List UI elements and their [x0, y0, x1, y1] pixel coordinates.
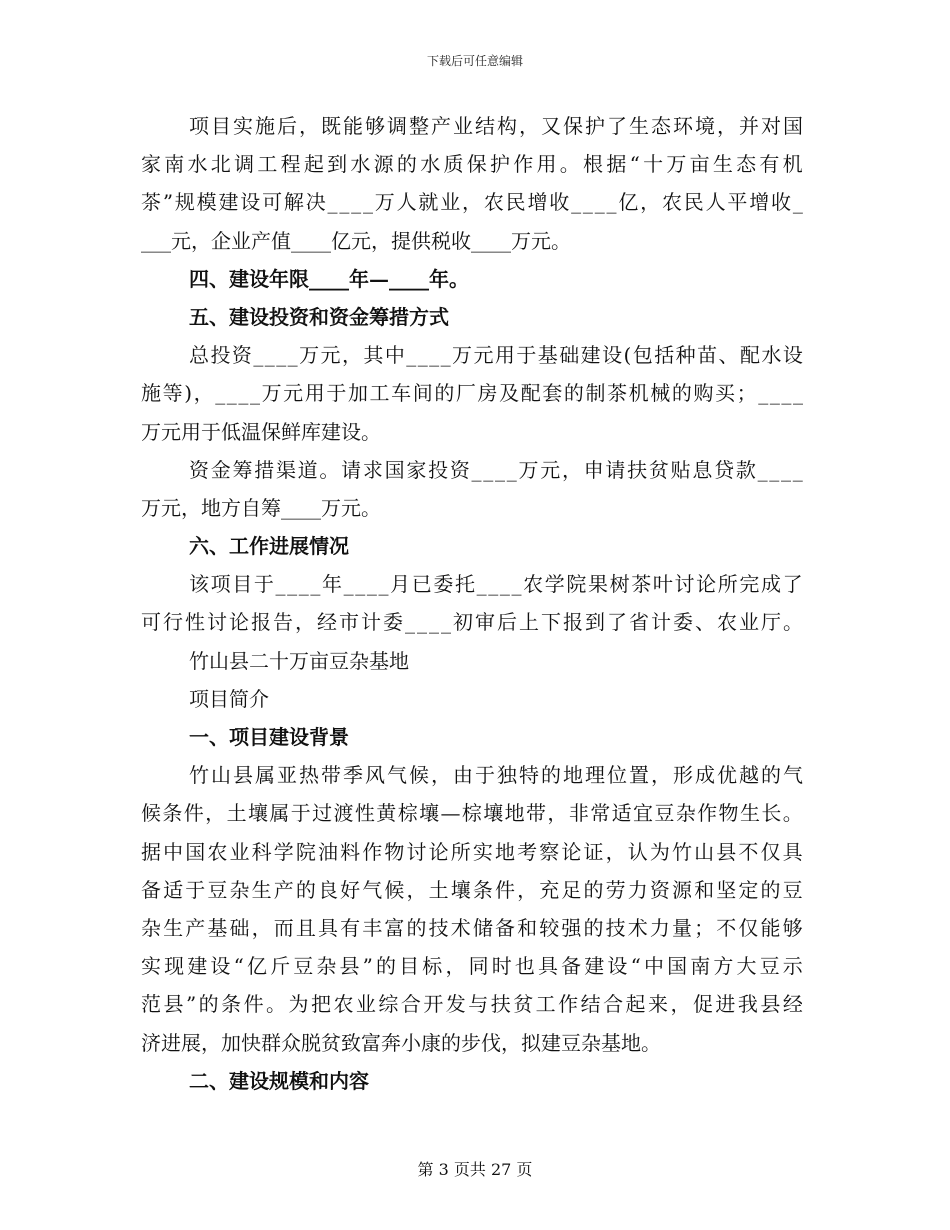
text-line: 茶 ” 规 模 建 设 可 解 决 _ _ _ _ 万 人 就 业 ， 农 民 增 收 _ _ _ _ 亿 ， 农 民 人 平 增 收 _	[141, 190, 803, 215]
text-line: 可 行 性 讨 论 报 告 ， 经 市 计 委 _ _ _ _ 初 审 后 上 下 报 到 了 省 计 委 、 农 业 厅 。	[141, 610, 803, 635]
text-line: 项 目 实 施 后 ， 既 能 够 调 整 产 业 结 构 ， 又 保 护 了 生 态 环 境 ， 并 对 国	[189, 114, 803, 138]
document-body	[141, 107, 803, 1100]
text-line: 该 项 目 于 _ _ _ _ 年 _ _ _ _ 月 已 委 托 _ _ _ _ 农 学 院 果 树 茶 叶 讨 论 所 完 成 了	[189, 572, 803, 597]
text-line: 范 县 ” 的 条 件 。 为 把 农 业 综 合 开 发 与 扶 贫 工 作 结 合 起 来 ， 促 进 我 县 经	[141, 992, 803, 1017]
section-heading: 六、工作进展情况	[189, 534, 349, 559]
page-header: 下载后可任意编辑	[426, 54, 523, 68]
text-line: 家 南 水 北 调 工 程 起 到 水 源 的 水 质 保 护 作 用 。 根 据 “ 十 万 亩 生 态 有 机	[141, 152, 803, 177]
text-line: 实 现 建 设 “ 亿 斤 豆 杂 县 ” 的 目 标 ， 同 时 也 具 备 建 设 “ 中 国 南 方 大 豆 示	[141, 954, 803, 979]
text-line: 据 中 国 农 业 科 学 院 油 料 作 物 讨 论 所 实 地 考 察 论 证 ， 认 为 竹 山 县 不 仅 具	[141, 839, 803, 864]
text-line: ___元，企业产值____亿元，提供税收____万元。	[141, 228, 571, 253]
text-line: 施 等 ) ， _ _ _ _ 万 元 用 于 加 工 车 间 的 厂 房 及 配 套 的 制 茶 机 械 的 购 买 ； _ _ _ _	[141, 381, 803, 406]
text-line: 万元，地方自筹____万元。	[141, 495, 381, 520]
section-heading: 五、建设投资和资金筹措方式	[189, 304, 449, 329]
text-line: 济进展，加快群众脱贫致富奔小康的步伐，拟建豆杂基地。	[141, 1030, 661, 1055]
text-line: 万元用于低温保鲜库建设。	[141, 419, 381, 444]
text-line: 杂 生 产 基 础 ， 而 且 具 有 丰 富 的 技 术 储 备 和 较 强 的 技 术 力 量 ； 不 仅 能 够	[141, 915, 803, 940]
text-line: 资 金 筹 措 渠 道 。 请 求 国 家 投 资 _ _ _ _ 万 元 ， 申 请 扶 贫 贴 息 贷 款 _ _ _ _	[189, 457, 803, 482]
text-line: 候 条 件 ， 土 壤 属 于 过 渡 性 黄 棕 壤 — 棕 壤 地 带 ， 非 常 适 宜 豆 杂 作 物 生 长 。	[141, 801, 803, 826]
text-line: 总 投 资 _ _ _ _ 万 元 ， 其 中 _ _ _ _ 万 元 用 于 基 础 建 设 ( 包 括 种 苗 、 配 水 设	[189, 343, 803, 368]
page-footer: 第 3 页共 27 页	[417, 1160, 533, 1179]
section-heading: 二、建设规模和内容	[189, 1068, 369, 1093]
text-line: 项目简介	[189, 686, 269, 711]
text-line: 竹山县二十万亩豆杂基地	[189, 648, 409, 673]
text-line: 竹 山 县 属 亚 热 带 季 风 气 候 ， 由 于 独 特 的 地 理 位 置 ， 形 成 优 越 的 气	[189, 763, 803, 788]
section-heading: 四、建设年限____年—____年。	[189, 266, 469, 291]
text-line: 备 适 于 豆 杂 生 产 的 良 好 气 候 ， 土 壤 条 件 ， 充 足 的 劳 力 资 源 和 坚 定 的 豆	[141, 877, 803, 902]
section-heading: 一、项目建设背景	[189, 725, 349, 749]
